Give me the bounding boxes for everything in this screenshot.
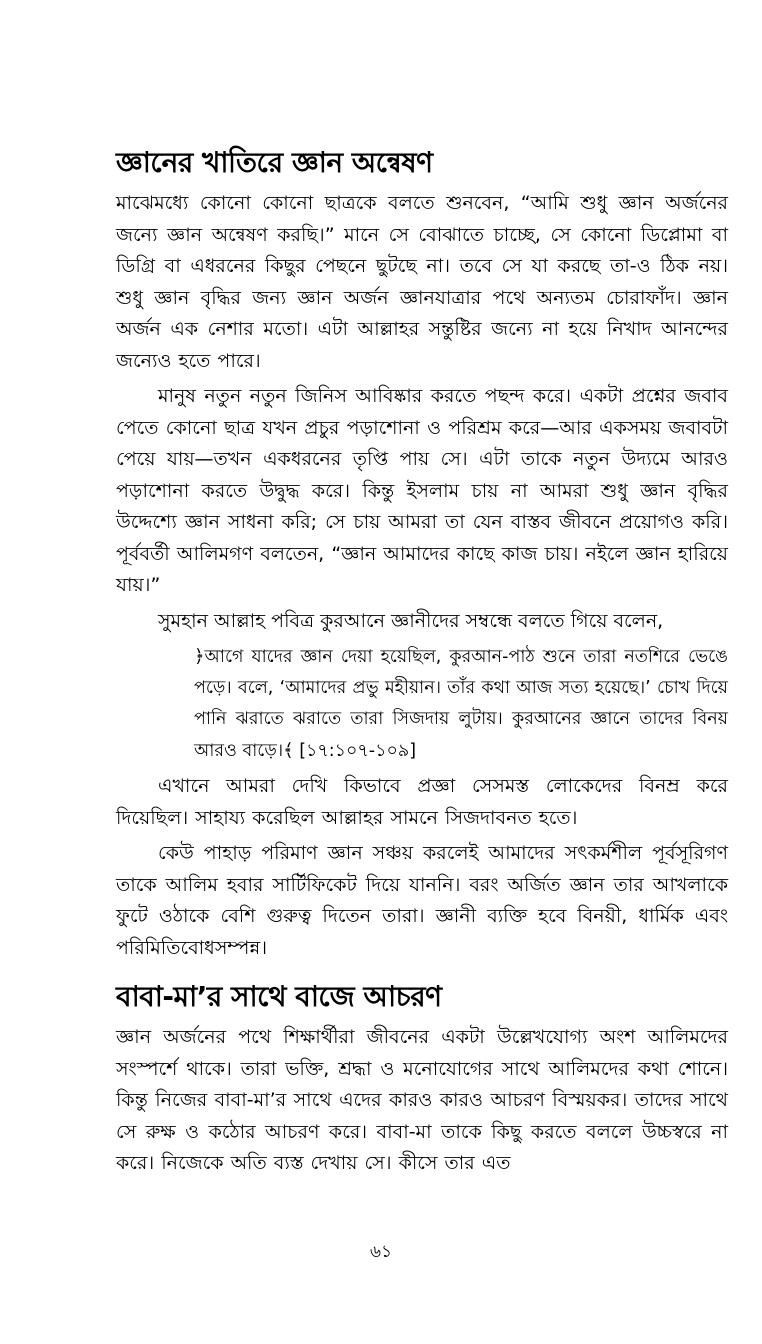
paragraph: এখানে আমরা দেখি কিভাবে প্রজ্ঞা সেসমস্ত লোকেদের বিনম্র করে দিয়েছিল। সাহায্য করেছিল আল্লাহর সামনে সিজদাবনত হতে।: [116, 775, 728, 829]
quote-intro: সুমহান আল্লাহ পবিত্র কুরআনে জ্ঞানীদের সম্বন্ধে বলতে গিয়ে বলেন,: [158, 609, 664, 632]
page-number: ৬১: [369, 1242, 393, 1262]
page-body: [116, 142, 728, 1180]
section-heading: বাবা-মা’র সাথে বাজে আচরণ: [116, 980, 442, 1013]
section-2: [116, 976, 728, 1180]
paragraph: মানুষ নতুন নতুন জিনিস আবিষ্কার করতে পছন্দ করে। একটা প্রশ্নের জবাব পেতে কোনো ছাত্র যখন প্রচুর পড়াশোনা ও পরিশ্রম করে—আর একসময় জবাবটা পেয়ে যায়—তখন একধরনের তৃপ্তি পায় সে। এটা তাকে নতুন উদ্যমে আরও পড়াশোনা করতে উদ্বুদ্ধ করে। কিন্তু ইসলাম চায় না আমরা শুধু জ্ঞান বৃদ্ধির উদ্দেশ্যে জ্ঞান সাধনা করি; সে চায় আমরা তা যেন বাস্তব জীবনে প্রয়োগও করি। পূর্ববর্তী আলিমগণ বলতেন, “জ্ঞান আমাদের কাছে কাজ চায়। নইলে জ্ঞান হারিয়ে যায়।”: [116, 385, 728, 596]
section-heading: জ্ঞানের খাতিরে জ্ঞান অন্বেষণ: [116, 146, 433, 179]
paragraph: মাঝেমধ্যে কোনো কোনো ছাত্রকে বলতে শুনবেন, “আমি শুধু জ্ঞান অর্জনের জন্যে জ্ঞান অন্বেষণ করছি।” মানে সে বোঝাতে চাচ্ছে, সে কোনো ডিপ্লোমা বা ডিগ্রি বা এধরনের কিছুর পেছনে ছুটছে না। তবে সে যা করছে তা-ও ঠিক নয়। শুধু জ্ঞান বৃদ্ধির জন্য জ্ঞান অর্জন জ্ঞানযাত্রার পথে অন্যতম চোরাফাঁদ। জ্ঞান অর্জন এক নেশার মতো। এটা আল্লাহর সন্তুষ্টির জন্যে না হয়ে নিখাদ আনন্দের জন্যেও হতে পারে।: [116, 192, 728, 372]
quote-open-ornament: ﴿: [194, 646, 205, 667]
paragraph: জ্ঞান অর্জনের পথে শিক্ষার্থীরা জীবনের একটা উল্লেখযোগ্য অংশ আলিমদের সংস্পর্শে থাকে। তারা ভক্তি, শ্রদ্ধা ও মনোযোগের সাথে আলিমদের কথা শোনে। কিন্তু নিজের বাবা-মা’র সাথে এদের কারও কারও আচরণ বিস্ময়কর। তাদের সাথে সে রুক্ষ ও কঠোর আচরণ করে। বাবা-মা তাকে কিছু করতে বললে উচ্চস্বরে না করে। নিজেকে অতি ব্যস্ত দেখায় সে। কীসে তার এত: [116, 1026, 728, 1174]
quran-quote: [194, 641, 728, 767]
quote-text: আগে যাদের জ্ঞান দেয়া হয়েছিল, কুরআন-পাঠ শুনে তারা নতশিরে ভেঙে পড়ে। বলে, ‘আমাদের প্রভু মহীয়ান। তাঁর কথা আজ সত্য হয়েছে।’ চোখ দিয়ে পানি ঝরাতে ঝরাতে তারা সিজদায় লুটায়। কুরআনের জ্ঞানে তাদের বিনয় আরও বাড়ে।: [194, 647, 728, 761]
quote-close-ornament: ﴾: [283, 740, 294, 761]
quote-reference: [১৭:১০৭-১০৯]: [299, 741, 417, 761]
paragraph: কেউ পাহাড় পরিমাণ জ্ঞান সঞ্চয় করলেই আমাদের সৎকর্মশীল পূর্বসূরিগণ তাকে আলিম হবার সার্টিফিকেট দিয়ে যাননি। বরং অর্জিত জ্ঞান তার আখলাকে ফুটে ওঠাকে বেশি গুরুত্ব দিতেন তারা। জ্ঞানী ব্যক্তি হবে বিনয়ী, ধার্মিক এবং পরিমিতিবোধসম্পন্ন।: [116, 842, 728, 959]
